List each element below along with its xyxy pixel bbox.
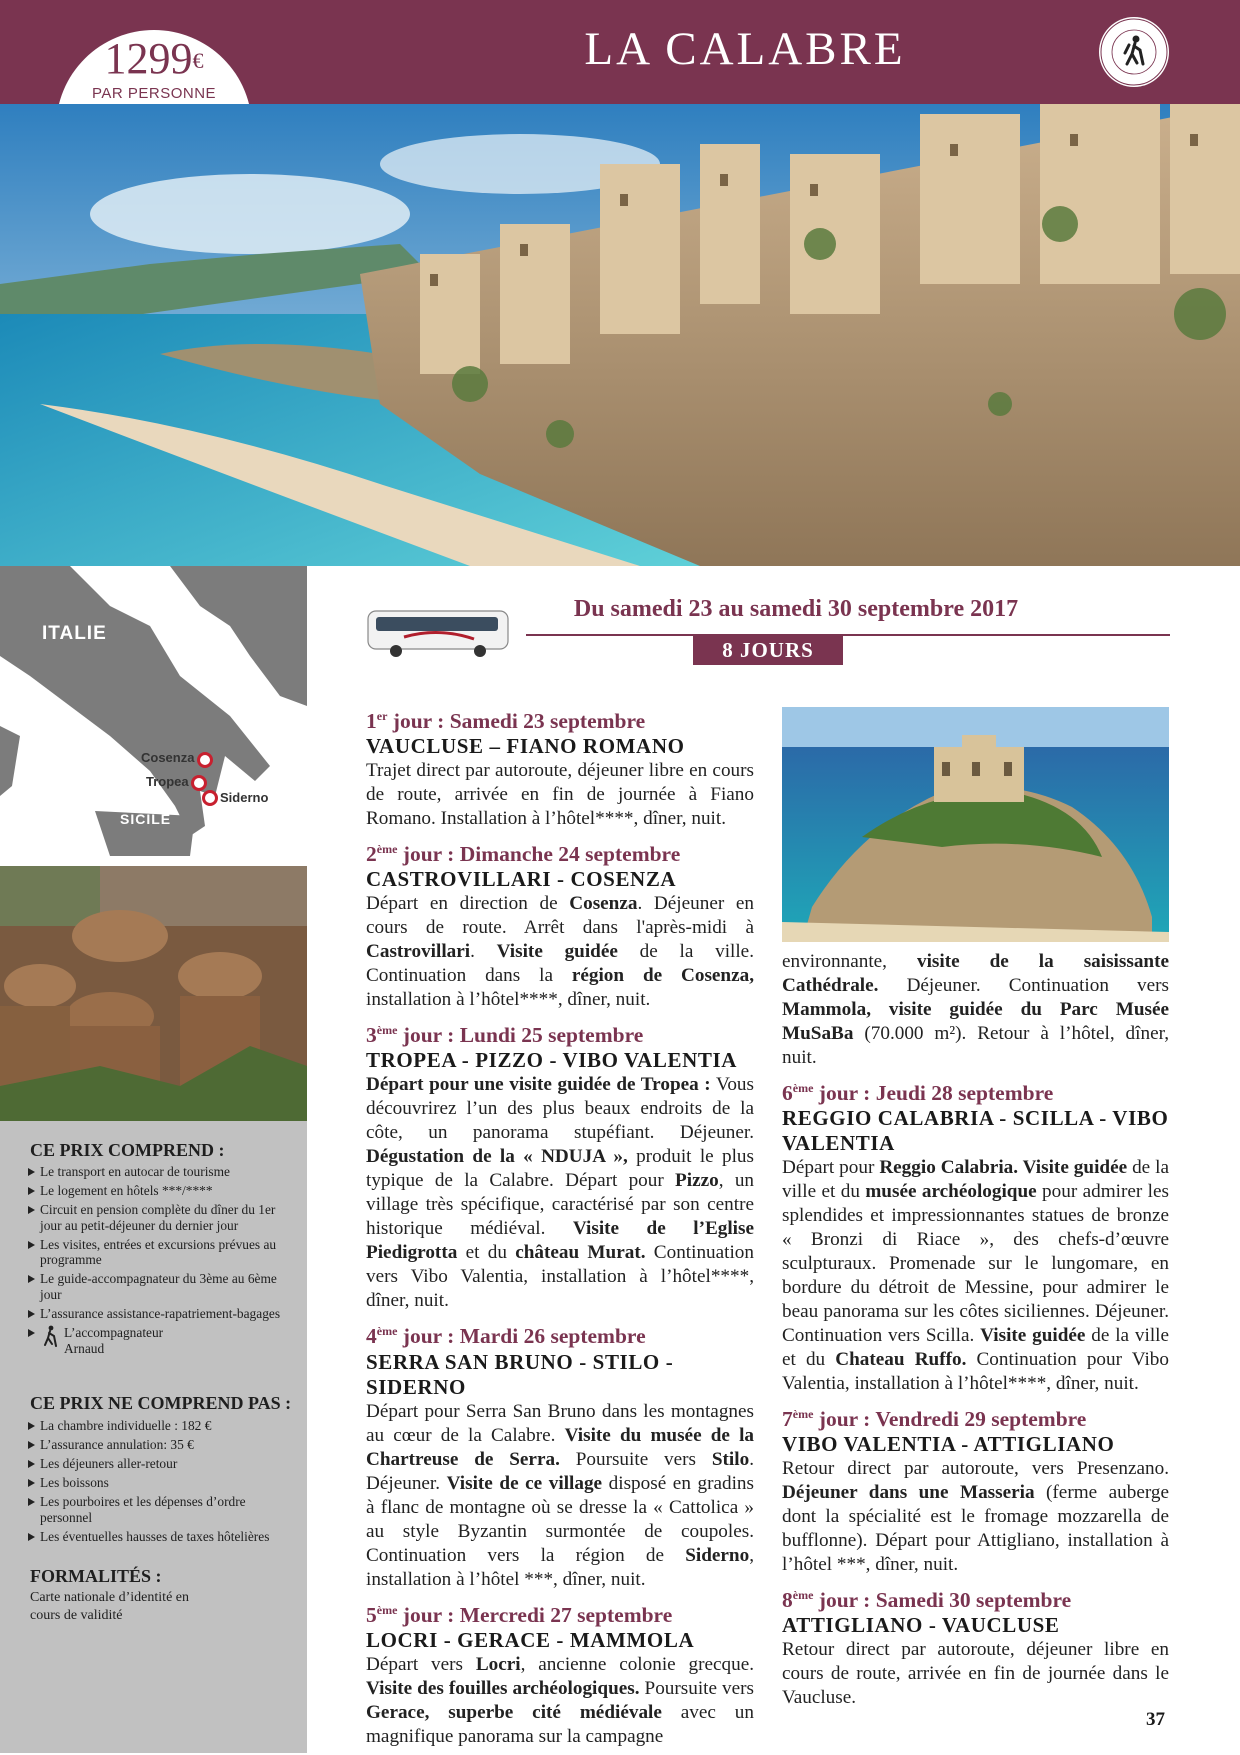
excludes-list xyxy=(28,1418,298,1548)
divider xyxy=(526,634,1170,636)
day-route: CASTROVILLARI - COSENZA xyxy=(366,867,677,892)
day-heading: 3ème jour : Lundi 25 septembre xyxy=(366,1023,644,1048)
photo-cattolica-stilo xyxy=(0,866,307,1121)
list-item: Le logement en hôtels ***/**** xyxy=(28,1183,298,1199)
list-item: Le guide-accompagnateur du 3ème au 6ème jour xyxy=(28,1271,298,1302)
day-route: SERRA SAN BRUNO - STILO - SIDERNO xyxy=(366,1349,674,1399)
day-block-2 xyxy=(366,837,754,1012)
day-block-4 xyxy=(366,1319,754,1591)
day-description: Départ en direction de Cosenza. Déjeuner en cours de route. Arrêt dans l'après-midi à Castrovillari. Visite guidée de la ville. Continuation dans la région de Cosenza, installation à l’hôtel****, dîner, nuit. xyxy=(366,893,755,1011)
list-item: Les visites, entrées et excursions prévues au programme xyxy=(28,1237,298,1268)
itinerary-column-right xyxy=(782,950,1169,1716)
day-description: Retour direct par autoroute, déjeuner libre en cours de route, arrivée en fin de journée dans le Vaucluse. xyxy=(782,1639,1169,1709)
day-description: Départ vers Locri, ancienne colonie grecque. Visite des fouilles archéologiques. Poursuite vers Gerace, superbe cité médiévale avec un magnifique panorama sur la campagne xyxy=(366,1653,755,1747)
day-route: VAUCLUSE – FIANO ROMANO xyxy=(366,734,685,759)
day-heading: 5ème jour : Mercredi 27 septembre xyxy=(366,1602,673,1627)
accompagnateur-logo xyxy=(1099,17,1169,87)
day-description: Trajet direct par autoroute, déjeuner libre en cours de route, arrivée en fin de journée à Fiano Romano. Installation à l’hôtel****, dîner, nuit. xyxy=(366,760,754,830)
day5-continued-text: environnante, visite de la saisissante Cathédrale. Déjeuner. Continuation vers Mammola, visite guidée du Parc Musée MuSaBa (70.000 m²). Retour à l’hôtel, dîner, nuit. xyxy=(782,951,1169,1068)
day-route: REGGIO CALABRIA - SCILLA - VIBO VALENTIA xyxy=(782,1106,1169,1156)
map-calabria xyxy=(0,566,307,866)
list-item: Les déjeuners aller-retour xyxy=(28,1456,298,1472)
list-item: L’assurance assistance-rapatriement-bagages xyxy=(28,1306,298,1322)
city-marker-siderno xyxy=(202,790,218,806)
trip-dates: Du samedi 23 au samedi 30 septembre 2017 xyxy=(573,596,1019,622)
day-heading: 4ème jour : Mardi 26 septembre xyxy=(366,1324,646,1349)
list-item xyxy=(28,1325,298,1356)
list-item: Les pourboires et les dépenses d’ordre personnel xyxy=(28,1494,298,1525)
includes-heading: CE PRIX COMPREND : xyxy=(30,1140,225,1160)
day-description: Départ pour une visite guidée de Tropea : Vous découvrirez l’un des plus beaux endroits de la côte, un panorama stupéfiant. Déjeuner. Dégustation de la « NDUJA », produit le plus typique de la Calabre. Départ pour Pizzo, un village très spécifique, caractérisé par son centre historique médiéval. Visite de l’Eglise Piedigrotta et du château Murat. Continuation vers Vibo Valentia, installation à l’hôtel****, dîner, nuit. xyxy=(366,1074,755,1312)
day-block-8 xyxy=(782,1583,1169,1710)
list-item: L’assurance annulation: 35 € xyxy=(28,1437,298,1453)
day-block-1 xyxy=(366,704,754,831)
list-item: Les boissons xyxy=(28,1475,298,1491)
photo-santa-maria-isola xyxy=(782,707,1169,942)
page-number: 37 xyxy=(1146,1709,1165,1730)
day-heading: 6ème jour : Jeudi 28 septembre xyxy=(782,1081,1054,1106)
city-tropea: Tropea xyxy=(146,774,189,789)
day-route: ATTIGLIANO - VAUCLUSE xyxy=(782,1613,1060,1638)
day-route: VIBO VALENTIA - ATTIGLIANO xyxy=(782,1432,1115,1457)
map-label-italie: ITALIE xyxy=(42,623,107,644)
formalities-heading: FORMALITÉS : xyxy=(30,1566,162,1586)
day-block-6 xyxy=(782,1076,1169,1396)
guide-label: L’accompagnateur Arnaud xyxy=(64,1325,164,1356)
price-per-person: PAR PERSONNE xyxy=(91,85,217,102)
day-description: Retour direct par autoroute, vers Presenzano. Déjeuner dans une Masseria (ferme auberge dont la spécialité est le fromage mozzarella de bufflonne). Départ pour Attigliano, installation à l’hôtel ***, dîner, nuit. xyxy=(782,1458,1169,1576)
map-label-sicile: SICILE xyxy=(120,811,172,827)
day-heading: 1er jour : Samedi 23 septembre xyxy=(366,709,646,734)
list-item: La chambre individuelle : 182 € xyxy=(28,1418,298,1434)
day-block-7 xyxy=(782,1402,1169,1577)
hiker-icon xyxy=(40,1325,60,1347)
day-description: Départ pour Reggio Calabria. Visite guidée de la ville et du musée archéologique pour admirer les splendides et impressionnantes statues de bronze « Bronzi di Riace », des chefs-d’œuvre sculpturaux. Promenade sur le lungomare, en bordure du détroit de Messine, pour admirer le beau panorama sur les côtes siciliennes. Déjeuner. Continuation vers Scilla. Visite guidée de la ville et du Chateau Ruffo. Continuation pour Vibo Valentia, installation à l’hôtel****, dîner, nuit. xyxy=(782,1157,1169,1395)
sidebar-info xyxy=(0,1121,307,1753)
city-marker-cosenza xyxy=(197,752,213,768)
day-heading: 8ème jour : Samedi 30 septembre xyxy=(782,1588,1072,1613)
day-heading: 2ème jour : Dimanche 24 septembre xyxy=(366,842,681,867)
city-cosenza: Cosenza xyxy=(141,750,195,765)
list-item: Circuit en pension complète du dîner du 1er jour au petit-déjeuner du dernier jour xyxy=(28,1202,298,1233)
includes-list xyxy=(28,1164,298,1360)
day-route: TROPEA - PIZZO - VIBO VALENTIA xyxy=(366,1048,738,1073)
hero-photo-tropea xyxy=(0,104,1240,566)
itinerary-column-left xyxy=(366,704,754,1755)
city-marker-tropea xyxy=(191,775,207,791)
excludes-heading: CE PRIX NE COMPREND PAS : xyxy=(30,1393,292,1413)
city-siderno: Siderno xyxy=(220,790,269,805)
trip-duration-badge: 8 JOURS xyxy=(693,635,843,665)
day-route: LOCRI - GERACE - MAMMOLA xyxy=(366,1627,695,1652)
bus-icon xyxy=(364,605,516,659)
day-heading: 7ème jour : Vendredi 29 septembre xyxy=(782,1407,1087,1432)
day-block-3 xyxy=(366,1018,754,1313)
formalities-text: Carte nationale d’identité en cours de validité xyxy=(30,1590,189,1623)
list-item: Le transport en autocar de tourisme xyxy=(28,1164,298,1180)
day-description: Départ pour Serra San Bruno dans les montagnes au cœur de la Calabre. Visite du musée de la Chartreuse de Serra. Poursuite vers Stilo. Déjeuner. Visite de ce village disposé en gradins à flanc de montagne où se dresse la « Cattolica » au style Byzantin surmontée de coupoles. Continuation vers la région de Siderno, installation à l’hôtel ***, dîner, nuit. xyxy=(366,1400,754,1590)
day-block-5 xyxy=(366,1598,754,1749)
page-title: LA CALABRE xyxy=(584,23,906,75)
hiker-icon xyxy=(1099,17,1169,87)
price-amount: 1299€ xyxy=(104,34,204,83)
list-item: Les éventuelles hausses de taxes hôtelières xyxy=(28,1529,298,1545)
